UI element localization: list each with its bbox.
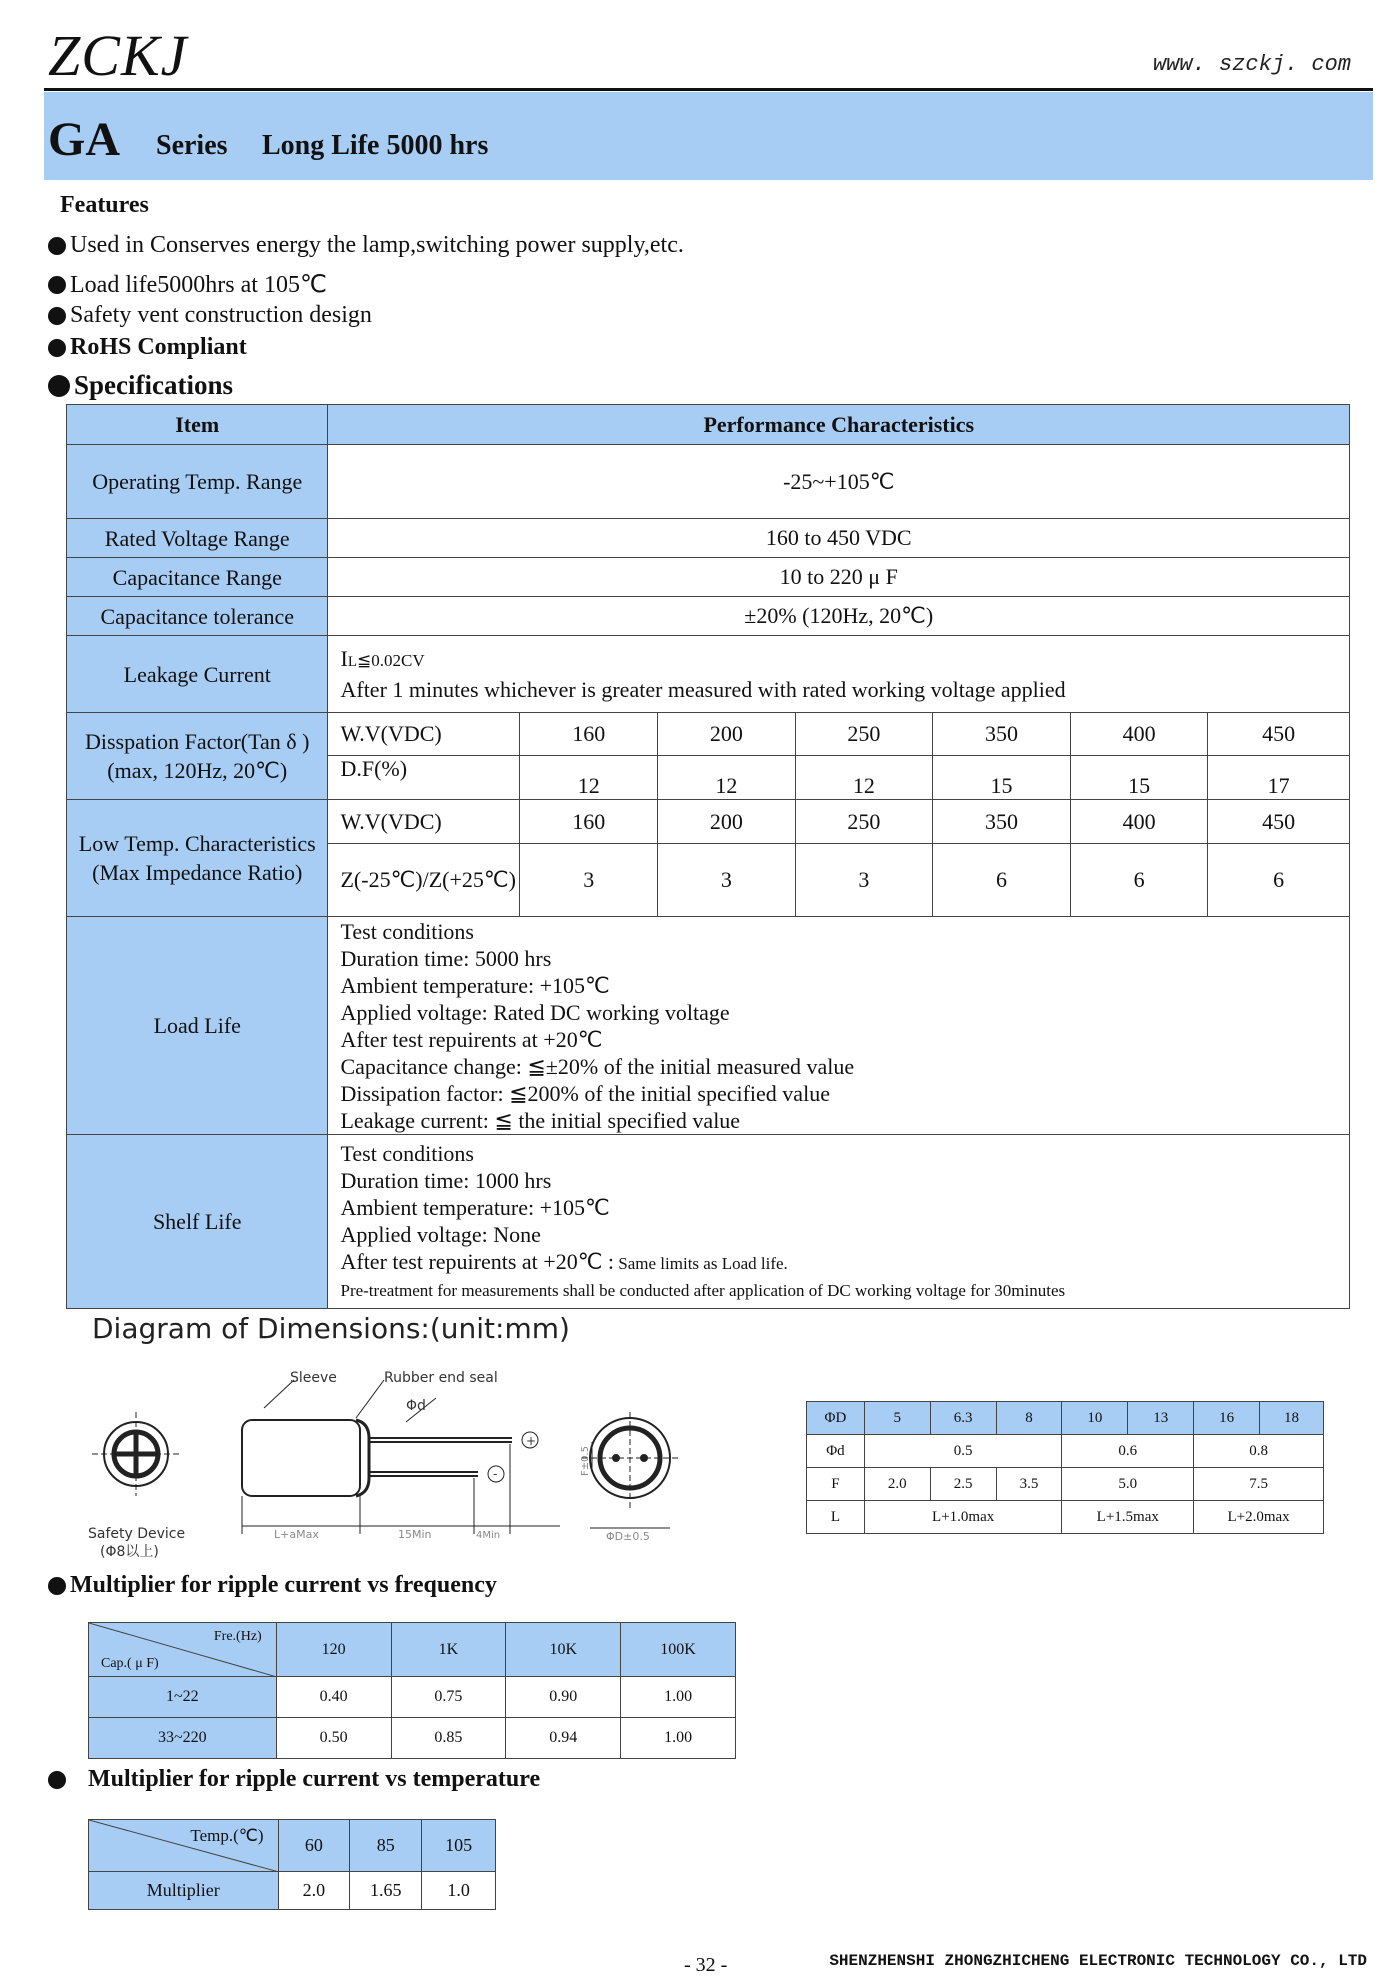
df-voltage: 450 [1208,713,1350,756]
item-header: Item [67,405,328,445]
table-cell: L+1.0max [864,1501,1062,1534]
bullet-icon [48,339,66,357]
dimensions-title: Diagram of Dimensions:(unit:mm) [92,1312,570,1345]
phiD-label: ΦD [807,1402,865,1435]
page-number: - 32 - [684,1954,728,1976]
sleeve-label: Sleeve [290,1370,337,1386]
lt-value: 3 [795,844,933,917]
freq-header: 1K [391,1623,506,1677]
shelf-life-value: Test conditions Duration time: 1000 hrs Ambient temperature: +105℃ Applied voltage: None After test repuirents at +20℃ : Same limits as Load life. Pre-treatment for measurements shall be conducted after application of DC working voltage for 30minutes [328,1135,1350,1309]
lt-wv-label: W.V(VDC) [328,800,520,844]
lt-value: 6 [1070,844,1208,917]
multiplier-value: 0.75 [391,1677,506,1718]
freq-cap-header: Fre.(Hz) Cap.( μ F) [89,1623,277,1677]
ripple-temperature-table [88,1819,496,1910]
table-cell: 2.5 [930,1468,996,1501]
table-cell: 18 [1260,1402,1324,1435]
f-label: F [807,1468,865,1501]
series-banner [44,92,1373,180]
multiplier-value: 0.94 [506,1718,621,1759]
table-cell: L+1.5max [1062,1501,1194,1534]
table-cell: L+2.0max [1194,1501,1324,1534]
website-url[interactable]: www. szckj. com [1152,52,1351,77]
table-cell: 0.6 [1062,1435,1194,1468]
bullet-icon [48,307,66,325]
bullet-icon [48,1577,66,1595]
lt-value: 6 [933,844,1071,917]
freq-header: 100K [621,1623,736,1677]
table-cell: 8 [996,1402,1062,1435]
lt-voltage: 450 [1208,800,1350,844]
rubber-seal-label: Rubber end seal [384,1370,498,1386]
svg-text:-: - [493,1467,498,1481]
freq-header: 10K [506,1623,621,1677]
safety-device-note: (Φ8以上) [100,1544,159,1560]
bullet-icon [48,276,66,294]
company-logo: ZCKJ [48,23,188,88]
company-name: SHENZHENSHI ZHONGZHICHENG ELECTRONIC TECHNOLOGY CO., LTD [829,1952,1367,1970]
header-rule [44,88,1373,91]
diameter-label: ΦD±0.5 [606,1530,650,1543]
df-wv-label: W.V(VDC) [328,713,520,756]
table-cell: 10 [1062,1402,1128,1435]
table-cell: 7.5 [1194,1468,1324,1501]
dimension-diagram [84,1368,724,1568]
features-title: Features [60,192,149,218]
table-cell: 0.8 [1194,1435,1324,1468]
leakage-value: IL≦0.02CV After 1 minutes whichever is greater measured with rated working voltage applied [328,636,1350,713]
table-cell: 6.3 [930,1402,996,1435]
table-cell: 13 [1128,1402,1194,1435]
rated-voltage-value: 160 to 450 VDC [328,519,1350,558]
cap-range: 33~220 [89,1718,277,1759]
freq-header: 120 [276,1623,391,1677]
multiplier-value: 2.0 [278,1872,350,1910]
series-code: GA [48,113,120,166]
table-cell: 5 [864,1402,930,1435]
feature-item: Load life5000hrs at 105℃ [48,270,327,299]
df-voltage: 160 [520,713,658,756]
shelf-life-label: Shelf Life [67,1135,328,1309]
length-label: L+aMax [274,1528,319,1541]
lt-value: 3 [658,844,796,917]
lt-voltage: 200 [658,800,796,844]
table-cell: 2.0 [864,1468,930,1501]
performance-header: Performance Characteristics [328,405,1350,445]
temp-value: 60 [278,1820,350,1872]
lt-value: 6 [1208,844,1350,917]
df-value: 17 [1208,756,1350,800]
capacitance-value: 10 to 220 μ F [328,558,1350,597]
temp-value: 105 [422,1820,496,1872]
l-label: L [807,1501,865,1534]
temp-value: 85 [350,1820,422,1872]
df-value: 12 [520,756,658,800]
table-cell: 5.0 [1062,1468,1194,1501]
df-voltage: 200 [658,713,796,756]
table-cell: 3.5 [996,1468,1062,1501]
df-label-row: D.F(%) [328,756,520,800]
rated-voltage-label: Rated Voltage Range [67,519,328,558]
multiplier-value: 1.00 [621,1677,736,1718]
ripple-frequency-title: Multiplier for ripple current vs frequency [48,1572,497,1599]
phid-label: Φd [807,1435,865,1468]
df-value: 12 [795,756,933,800]
lt-voltage: 160 [520,800,658,844]
bullet-icon [48,1771,66,1789]
feature-item: Safety vent construction design [48,302,372,329]
df-label: Disspation Factor(Tan δ ) (max, 120Hz, 20℃) [67,713,328,800]
svg-text:+: + [526,1434,537,1448]
cap-range: 1~22 [89,1677,277,1718]
multiplier-value: 1.65 [350,1872,422,1910]
table-cell: 16 [1194,1402,1260,1435]
ripple-temperature-title: Multiplier for ripple current vs temperature [48,1766,540,1793]
bullet-icon [48,375,70,397]
lt-z-label: Z(-25℃)/Z(+25℃) [328,844,520,917]
multiplier-value: 0.40 [276,1677,391,1718]
series-description: Long Life 5000 hrs [262,130,489,161]
lead-min-label: 15Min [398,1528,432,1541]
multiplier-value: 1.0 [422,1872,496,1910]
table-cell: 0.5 [864,1435,1062,1468]
dimension-table [806,1401,1324,1534]
bullet-icon [48,237,66,255]
df-value: 15 [1070,756,1208,800]
lead-diff-label: 4Min [476,1530,501,1541]
multiplier-value: 1.00 [621,1718,736,1759]
df-voltage: 250 [795,713,933,756]
lt-voltage: 250 [795,800,933,844]
pitch-label: F±0.5 [580,1445,591,1476]
feature-item: Used in Conserves energy the lamp,switching power supply,etc. [48,232,684,259]
load-life-value: Test conditions Duration time: 5000 hrs Ambient temperature: +105℃ Applied voltage: Rated DC working voltage After test repuirents at +20℃ Capacitance change: ≦±20% of the initial measured value Dissipation factor: ≦200% of the initial specified value Leakage current: ≦ the initial specified value [328,917,1350,1135]
df-value: 15 [933,756,1071,800]
df-voltage: 350 [933,713,1071,756]
tolerance-value: ±20% (120Hz, 20℃) [328,597,1350,636]
specifications-table [66,404,1350,1309]
leakage-label: Leakage Current [67,636,328,713]
op-temp-value: -25~+105℃ [328,445,1350,519]
multiplier-value: 0.90 [506,1677,621,1718]
df-value: 12 [658,756,796,800]
low-temp-label: Low Temp. Characteristics (Max Impedance Ratio) [67,800,328,917]
series-word: Series [156,130,228,161]
lt-value: 3 [520,844,658,917]
temp-header: Temp.(℃) [89,1820,279,1872]
multiplier-value: 0.50 [276,1718,391,1759]
feature-item: RoHS Compliant [48,334,247,361]
lt-voltage: 350 [933,800,1071,844]
multiplier-label: Multiplier [89,1872,279,1910]
df-voltage: 400 [1070,713,1208,756]
specifications-title: Specifications [48,370,233,401]
op-temp-label: Operating Temp. Range [67,445,328,519]
capacitor-body [242,1420,360,1496]
load-life-label: Load Life [67,917,328,1135]
capacitance-label: Capacitance Range [67,558,328,597]
lt-voltage: 400 [1070,800,1208,844]
multiplier-value: 0.85 [391,1718,506,1759]
tolerance-label: Capacitance tolerance [67,597,328,636]
safety-device-label: Safety Device [88,1526,186,1542]
ripple-frequency-table [88,1622,736,1759]
lead-diameter-label: Φd [406,1398,426,1414]
